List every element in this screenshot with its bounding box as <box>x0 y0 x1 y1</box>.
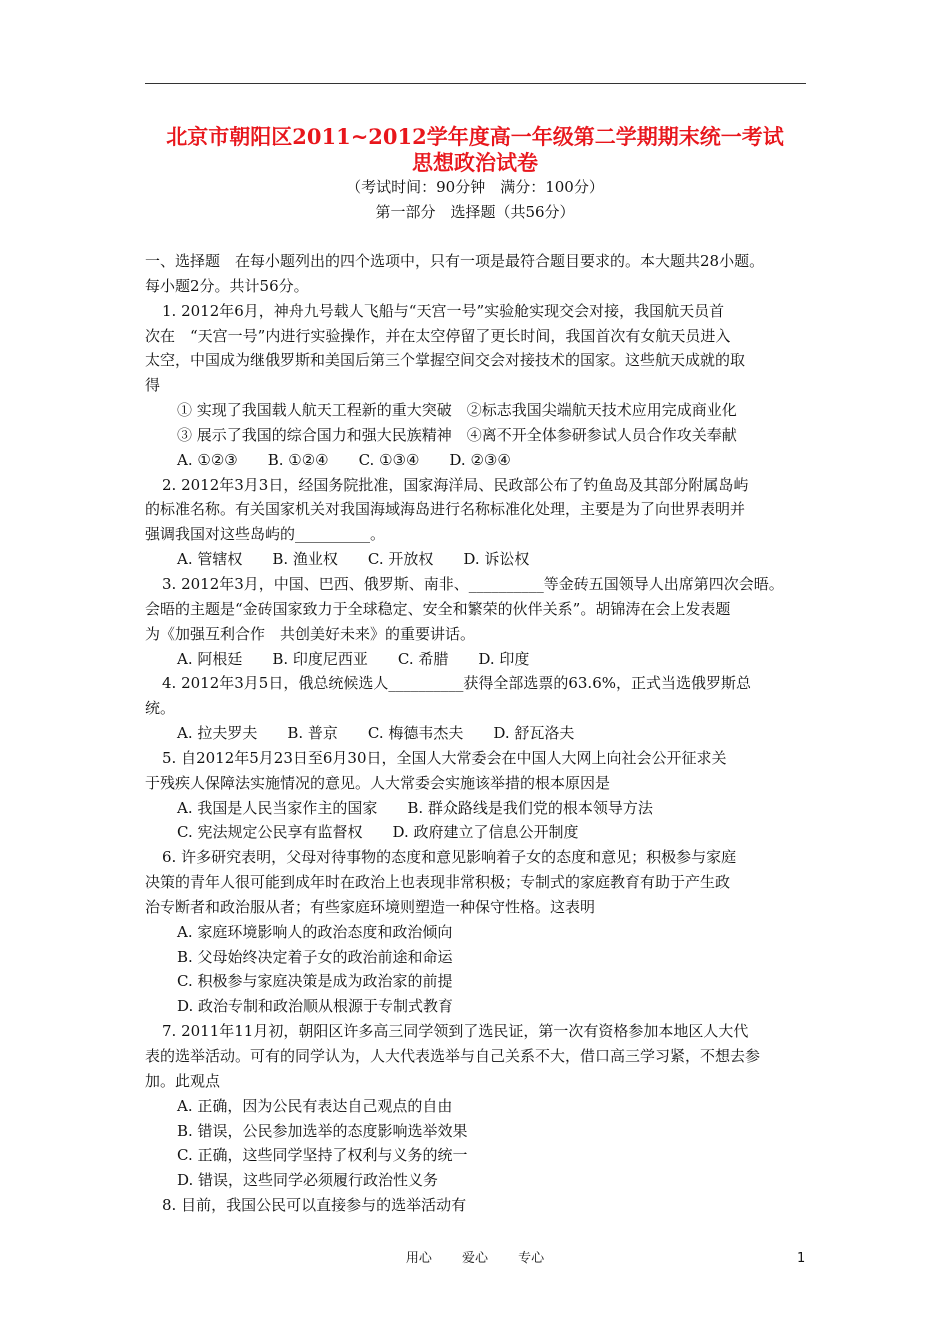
footer-word: 专心 <box>518 1251 545 1266</box>
text-line: A. 家庭环境影响人的政治态度和政治倾向 <box>177 922 453 941</box>
text-line: A. 我国是人民当家作主的国家 B. 群众路线是我们党的根本领导方法 <box>177 798 653 817</box>
page-footer <box>0 1250 950 1268</box>
text-line: C. 正确，这些同学坚持了权利与义务的统一 <box>177 1146 468 1165</box>
text-line: 5. 自2012年5月23日至6月30日，全国人大常委会在中国人大网上向社会公开征求关 <box>162 748 727 767</box>
text-line: A. 正确，因为公民有表达自己观点的自由 <box>177 1096 453 1115</box>
text-line: 于残疾人保障法实施情况的意见。人大常委会实施该举措的根本原因是 <box>145 773 611 792</box>
text-line: 的标准名称。有关国家机关对我国海域海岛进行名称标准化处理，主要是为了向世界表明并 <box>145 500 746 519</box>
text-line: 加。此观点 <box>145 1071 221 1090</box>
text-line: A. ①②③ B. ①②④ C. ①③④ D. ②③④ <box>177 450 511 469</box>
text-line: 1. 2012年6月，神舟九号载人飞船与“天宫一号”实验舱实现交会对接，我国航天员首 <box>162 301 725 320</box>
document-subtitle: 思想政治试卷 <box>412 150 538 175</box>
text-line: C. 宪法规定公民享有监督权 D. 政府建立了信息公开制度 <box>177 823 579 842</box>
text-line: 2. 2012年3月3日，经国务院批准，国家海洋局、民政部公布了钓鱼岛及其部分附属岛屿 <box>162 475 749 494</box>
text-line: 为《加强互利合作 共创美好未来》的重要讲话。 <box>145 624 476 643</box>
text-line: 一、选择题 在每小题列出的四个选项中，只有一项是最符合题目要求的。本大题共28小题。 <box>145 252 765 270</box>
part-title: 第一部分 选择题（共56分） <box>375 203 575 221</box>
page-number: 1 <box>797 1251 806 1266</box>
text-line: B. 错误，公民参加选举的态度影响选举效果 <box>177 1121 468 1140</box>
exam-info: （考试时间：90分钟 满分：100分） <box>346 178 604 196</box>
text-line: A. 阿根廷 B. 印度尼西亚 C. 希腊 D. 印度 <box>177 649 530 668</box>
text-line: 决策的青年人很可能到成年时在政治上也表现非常积极；专制式的家庭教育有助于产生政 <box>145 873 731 892</box>
text-line: 3. 2012年3月，中国、巴西、俄罗斯、南非、__________等金砖五国领导人出席第四次会晤。 <box>162 574 784 593</box>
text-line: 8. 目前，我国公民可以直接参与的选举活动有 <box>162 1196 467 1215</box>
footer-word: 用心 <box>405 1251 432 1266</box>
text-line: B. 父母始终决定着子女的政治前途和命运 <box>177 947 453 966</box>
text-line: 统。 <box>145 699 176 718</box>
text-line: 6. 许多研究表明，父母对待事物的态度和意见影响着子女的态度和意见；积极参与家庭 <box>162 848 737 867</box>
text-line: 4. 2012年3月5日，俄总统候选人__________获得全部选票的63.6%，正式当选俄罗斯总 <box>162 674 751 693</box>
text-line: D. 错误，这些同学必须履行政治性义务 <box>177 1171 439 1190</box>
text-line: 强调我国对这些岛屿的__________。 <box>145 525 386 544</box>
text-line: ① 实现了我国载人航天工程新的重大突破 ②标志我国尖端航天技术应用完成商业化 <box>177 401 737 420</box>
text-line: A. 拉夫罗夫 B. 普京 C. 梅德韦杰夫 D. 舒瓦洛夫 <box>177 724 575 743</box>
text-line: 次在 “天宫一号”内进行实验操作，并在太空停留了更长时间，我国首次有女航天员进入 <box>145 326 731 345</box>
text-line: 表的选举活动。可有的同学认为，人大代表选举与自己关系不大，借口高三学习紧，不想去参 <box>145 1047 761 1065</box>
text-line: 得 <box>145 376 161 395</box>
text-line: D. 政治专制和政治顺从根源于专制式教育 <box>177 997 454 1016</box>
text-line: ③ 展示了我国的综合国力和强大民族精神 ④离不开全体参研参试人员合作攻关奉献 <box>177 425 737 444</box>
question-body <box>145 249 810 1218</box>
text-line: A. 管辖权 B. 渔业权 C. 开放权 D. 诉讼权 <box>177 550 530 569</box>
text-line: 每小题2分。共计56分。 <box>145 276 309 295</box>
document-title: 北京市朝阳区2011~2012学年度高一年级第二学期期末统一考试 <box>166 124 784 149</box>
text-line: 治专断者和政治服从者；有些家庭环境则塑造一种保守性格。这表明 <box>145 897 596 916</box>
text-line: C. 积极参与家庭决策是成为政治家的前提 <box>177 972 453 991</box>
footer-word: 爱心 <box>461 1251 488 1266</box>
text-line: 太空，中国成为继俄罗斯和美国后第三个掌握空间交会对接技术的国家。这些航天成就的取 <box>145 351 746 370</box>
text-line: 7. 2011年11月初，朝阳区许多高三同学领到了选民证，第一次有资格参加本地区人大代 <box>162 1022 749 1041</box>
header-rule <box>145 83 806 84</box>
text-line: 会晤的主题是“金砖国家致力于全球稳定、安全和繁荣的伙伴关系”。胡锦涛在会上发表题 <box>145 599 731 618</box>
